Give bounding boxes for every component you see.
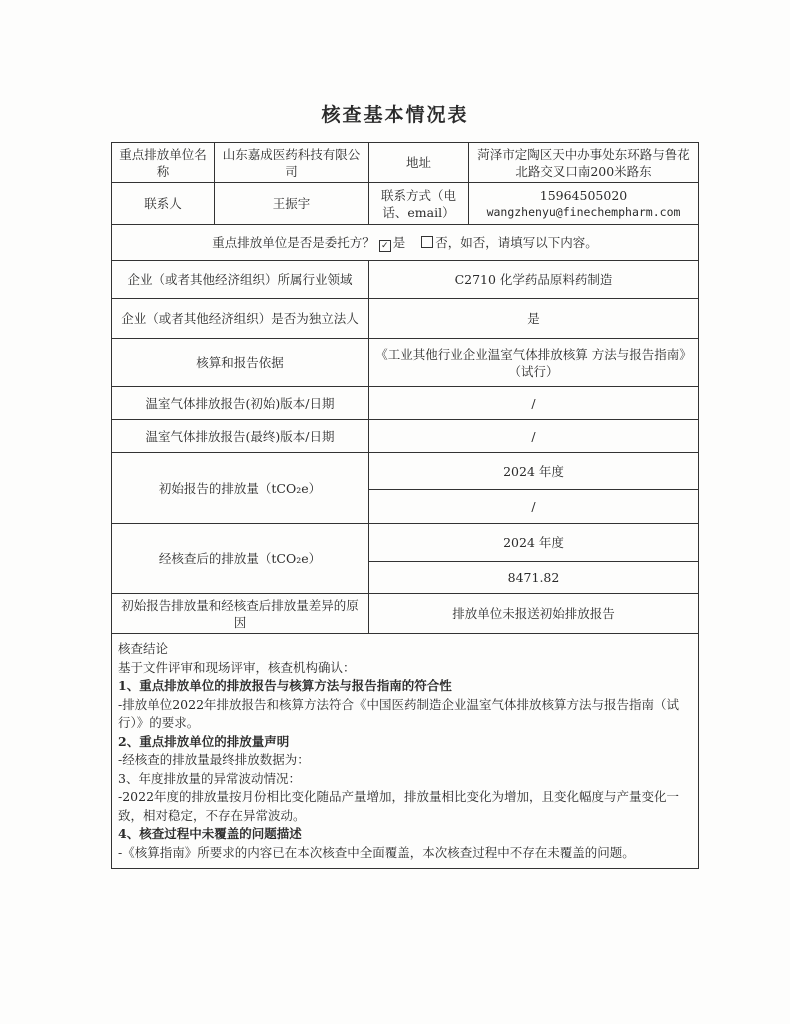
conclusion-section-title: 3、年度排放量的异常波动情况：	[118, 770, 301, 786]
final-report-value: /	[369, 420, 699, 453]
address-label: 地址	[369, 143, 469, 183]
verified-emission-year: 2024 年度	[369, 524, 699, 562]
verification-info-table	[111, 142, 699, 869]
unit-name-value: 山东嘉成医药科技有限公司	[215, 143, 369, 183]
checked-checkbox-icon: ✓	[379, 240, 391, 252]
conclusion-section-body: -《核算指南》所要求的内容已在本次核查中全面覆盖，本次核查过程中不存在未覆盖的问题。	[118, 844, 635, 860]
conclusion-section-title: 1、重点排放单位的排放报告与核算方法与报告指南的符合性	[118, 678, 452, 693]
legal-person-value: 是	[369, 299, 699, 339]
email-address: wangzhenyu@finechempharm.com	[486, 204, 681, 219]
table-row	[112, 339, 699, 387]
conclusion-section-title: 4、核查过程中未覆盖的问题描述	[118, 826, 302, 841]
table-row	[112, 299, 699, 339]
conclusion-cell	[112, 634, 699, 869]
initial-emission-value: /	[369, 490, 699, 524]
basis-label: 核算和报告依据	[112, 339, 369, 387]
address-value: 菏泽市定陶区天中办事处东环路与鲁花北路交叉口南200米路东	[469, 143, 699, 183]
difference-reason-label: 初始报告排放量和经核查后排放量差异的原因	[112, 594, 369, 634]
contact-person-value: 王振宇	[215, 183, 369, 225]
phone-number: 15964505020	[539, 187, 628, 203]
table-row	[112, 225, 699, 261]
entrust-yes-label: 是	[392, 235, 406, 250]
table-row	[112, 143, 699, 183]
table-row	[112, 420, 699, 453]
initial-report-value: /	[369, 387, 699, 420]
contact-method-value	[469, 183, 699, 225]
entrust-question: 重点排放单位是否是委托方？	[212, 235, 375, 250]
entrust-cell	[112, 225, 699, 261]
contact-method-label: 联系方式（电话、email）	[369, 183, 469, 225]
table-row	[112, 453, 699, 490]
entrust-no-label: 否，如否，请填写以下内容。	[435, 235, 598, 250]
difference-reason-value: 排放单位未报送初始排放报告	[369, 594, 699, 634]
table-row	[112, 594, 699, 634]
table-row	[112, 261, 699, 299]
conclusion-section-body: -排放单位2022年排放报告和核算方法符合《中国医药制造企业温室气体排放核算方法与报告指南（试行）》的要求。	[118, 696, 680, 730]
table-row	[112, 387, 699, 420]
conclusion-section-body: -2022年度的排放量按月份相比变化随品产量增加，排放量相比变化为增加，且变化幅度与产量变化一致，相对稳定，不存在异常波动。	[118, 789, 680, 823]
initial-report-label: 温室气体排放报告(初始)版本/日期	[112, 387, 369, 420]
industry-label: 企业（或者其他经济组织）所属行业领域	[112, 261, 369, 299]
conclusion-heading: 核查结论	[118, 641, 169, 656]
page-title: 核查基本情况表	[321, 104, 469, 126]
contact-person-label: 联系人	[112, 183, 215, 225]
conclusion-section-body: -经核查的排放量最终排放数据为：	[118, 752, 310, 767]
conclusion-intro: 基于文件评审和现场评审，核查机构确认：	[118, 659, 356, 675]
initial-emission-year: 2024 年度	[369, 453, 699, 490]
table-row	[112, 183, 699, 225]
unit-name-label: 重点排放单位名称	[112, 143, 215, 183]
final-report-label: 温室气体排放报告(最终)版本/日期	[112, 420, 369, 453]
conclusion-section-title: 2、重点排放单位的排放量声明	[118, 733, 290, 749]
legal-person-label: 企业（或者其他经济组织）是否为独立法人	[112, 299, 369, 339]
verified-emission-label: 经核查后的排放量（tCO₂e）	[112, 524, 369, 594]
table-row	[112, 634, 699, 869]
initial-emission-label: 初始报告的排放量（tCO₂e）	[112, 453, 369, 524]
basis-value: 《工业其他行业企业温室气体排放核算 方法与报告指南》（试行）	[369, 339, 699, 387]
unchecked-checkbox-icon	[421, 236, 433, 248]
industry-value: C2710 化学药品原料药制造	[369, 261, 699, 299]
table-row	[112, 524, 699, 562]
verified-emission-value: 8471.82	[369, 562, 699, 594]
